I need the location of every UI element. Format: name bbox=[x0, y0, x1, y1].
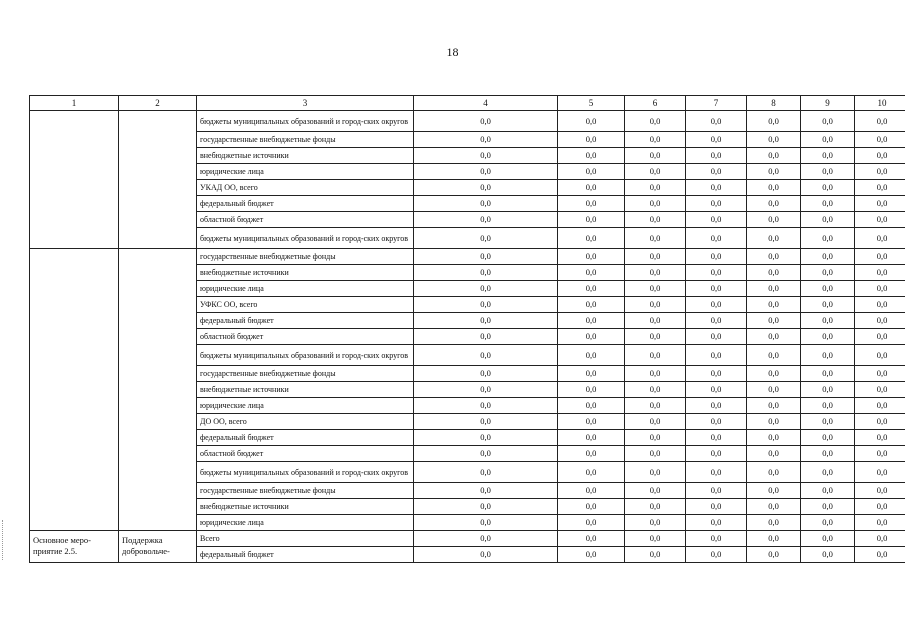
value-cell: 0,0 bbox=[801, 164, 855, 180]
value-cell: 0,0 bbox=[801, 265, 855, 281]
header-cell: 1 bbox=[30, 96, 119, 111]
funding-source-label: бюджеты муниципальных образований и город-ских округов bbox=[197, 345, 414, 366]
value-cell: 0,0 bbox=[558, 196, 625, 212]
value-cell: 0,0 bbox=[414, 430, 558, 446]
value-cell: 0,0 bbox=[855, 446, 905, 462]
value-cell: 0,0 bbox=[686, 398, 747, 414]
value-cell: 0,0 bbox=[686, 281, 747, 297]
value-cell: 0,0 bbox=[558, 430, 625, 446]
funding-source-label: областной бюджет bbox=[197, 329, 414, 345]
page-number: 18 bbox=[446, 45, 459, 59]
value-cell: 0,0 bbox=[625, 483, 686, 499]
value-cell: 0,0 bbox=[686, 297, 747, 313]
funding-source-label: УФКС ОО, всего bbox=[197, 297, 414, 313]
value-cell: 0,0 bbox=[801, 483, 855, 499]
value-cell: 0,0 bbox=[625, 366, 686, 382]
value-cell: 0,0 bbox=[747, 132, 801, 148]
funding-source-label: внебюджетные источники bbox=[197, 265, 414, 281]
header-cell: 4 bbox=[414, 96, 558, 111]
value-cell: 0,0 bbox=[414, 547, 558, 563]
funding-source-label: Всего bbox=[197, 531, 414, 547]
value-cell: 0,0 bbox=[747, 483, 801, 499]
value-cell: 0,0 bbox=[558, 132, 625, 148]
value-cell: 0,0 bbox=[855, 180, 905, 196]
value-cell: 0,0 bbox=[855, 228, 905, 249]
funding-source-label: юридические лица bbox=[197, 164, 414, 180]
value-cell: 0,0 bbox=[801, 148, 855, 164]
activity-description-cell: Поддержка добровольче- bbox=[119, 531, 197, 563]
funding-source-label: федеральный бюджет bbox=[197, 430, 414, 446]
value-cell: 0,0 bbox=[625, 132, 686, 148]
value-cell: 0,0 bbox=[855, 196, 905, 212]
value-cell: 0,0 bbox=[801, 499, 855, 515]
value-cell: 0,0 bbox=[855, 499, 905, 515]
value-cell: 0,0 bbox=[855, 366, 905, 382]
funding-source-label: УКАД ОО, всего bbox=[197, 180, 414, 196]
table-row bbox=[30, 249, 905, 265]
value-cell: 0,0 bbox=[686, 345, 747, 366]
value-cell: 0,0 bbox=[801, 297, 855, 313]
value-cell: 0,0 bbox=[801, 430, 855, 446]
value-cell: 0,0 bbox=[855, 132, 905, 148]
value-cell: 0,0 bbox=[625, 297, 686, 313]
header-row bbox=[30, 96, 905, 111]
funding-source-label: государственные внебюджетные фонды bbox=[197, 249, 414, 265]
table-row bbox=[30, 111, 905, 132]
value-cell: 0,0 bbox=[414, 281, 558, 297]
table-row bbox=[30, 531, 905, 547]
table-body bbox=[30, 111, 905, 563]
value-cell: 0,0 bbox=[558, 446, 625, 462]
value-cell: 0,0 bbox=[801, 366, 855, 382]
value-cell: 0,0 bbox=[558, 366, 625, 382]
funding-source-label: государственные внебюджетные фонды bbox=[197, 483, 414, 499]
value-cell: 0,0 bbox=[747, 531, 801, 547]
value-cell: 0,0 bbox=[558, 483, 625, 499]
value-cell: 0,0 bbox=[414, 531, 558, 547]
value-cell: 0,0 bbox=[625, 212, 686, 228]
funding-source-label: федеральный бюджет bbox=[197, 313, 414, 329]
value-cell: 0,0 bbox=[801, 345, 855, 366]
funding-source-label: государственные внебюджетные фонды bbox=[197, 366, 414, 382]
value-cell: 0,0 bbox=[801, 228, 855, 249]
value-cell: 0,0 bbox=[747, 297, 801, 313]
value-cell: 0,0 bbox=[558, 228, 625, 249]
value-cell: 0,0 bbox=[801, 249, 855, 265]
value-cell: 0,0 bbox=[855, 148, 905, 164]
activity-description-cell bbox=[119, 249, 197, 531]
funding-source-label: бюджеты муниципальных образований и город-ских округов bbox=[197, 228, 414, 249]
header-cell: 5 bbox=[558, 96, 625, 111]
value-cell: 0,0 bbox=[558, 345, 625, 366]
value-cell: 0,0 bbox=[558, 515, 625, 531]
funding-source-label: государственные внебюджетные фонды bbox=[197, 132, 414, 148]
value-cell: 0,0 bbox=[686, 180, 747, 196]
value-cell: 0,0 bbox=[686, 382, 747, 398]
header-cell: 2 bbox=[119, 96, 197, 111]
value-cell: 0,0 bbox=[625, 547, 686, 563]
funding-source-label: бюджеты муниципальных образований и город-ских округов bbox=[197, 111, 414, 132]
value-cell: 0,0 bbox=[747, 196, 801, 212]
funding-source-label: федеральный бюджет bbox=[197, 196, 414, 212]
value-cell: 0,0 bbox=[801, 398, 855, 414]
value-cell: 0,0 bbox=[414, 297, 558, 313]
value-cell: 0,0 bbox=[686, 228, 747, 249]
value-cell: 0,0 bbox=[747, 462, 801, 483]
value-cell: 0,0 bbox=[855, 547, 905, 563]
funding-source-label: внебюджетные источники bbox=[197, 148, 414, 164]
value-cell: 0,0 bbox=[414, 329, 558, 345]
header-cell: 9 bbox=[801, 96, 855, 111]
value-cell: 0,0 bbox=[747, 329, 801, 345]
value-cell: 0,0 bbox=[414, 366, 558, 382]
value-cell: 0,0 bbox=[625, 148, 686, 164]
value-cell: 0,0 bbox=[558, 111, 625, 132]
value-cell: 0,0 bbox=[747, 148, 801, 164]
value-cell: 0,0 bbox=[686, 366, 747, 382]
value-cell: 0,0 bbox=[686, 414, 747, 430]
value-cell: 0,0 bbox=[801, 547, 855, 563]
value-cell: 0,0 bbox=[801, 212, 855, 228]
value-cell: 0,0 bbox=[855, 265, 905, 281]
activity-description-cell bbox=[119, 111, 197, 249]
value-cell: 0,0 bbox=[747, 414, 801, 430]
value-cell: 0,0 bbox=[414, 499, 558, 515]
value-cell: 0,0 bbox=[625, 515, 686, 531]
value-cell: 0,0 bbox=[558, 414, 625, 430]
value-cell: 0,0 bbox=[855, 164, 905, 180]
value-cell: 0,0 bbox=[558, 281, 625, 297]
header-cell: 10 bbox=[855, 96, 905, 111]
value-cell: 0,0 bbox=[747, 499, 801, 515]
value-cell: 0,0 bbox=[801, 281, 855, 297]
value-cell: 0,0 bbox=[747, 313, 801, 329]
funding-source-label: федеральный бюджет bbox=[197, 547, 414, 563]
value-cell: 0,0 bbox=[558, 329, 625, 345]
value-cell: 0,0 bbox=[747, 515, 801, 531]
header-cell: 3 bbox=[197, 96, 414, 111]
value-cell: 0,0 bbox=[747, 111, 801, 132]
value-cell: 0,0 bbox=[625, 180, 686, 196]
value-cell: 0,0 bbox=[747, 249, 801, 265]
value-cell: 0,0 bbox=[747, 281, 801, 297]
value-cell: 0,0 bbox=[801, 329, 855, 345]
value-cell: 0,0 bbox=[625, 462, 686, 483]
value-cell: 0,0 bbox=[855, 414, 905, 430]
header-cell: 7 bbox=[686, 96, 747, 111]
value-cell: 0,0 bbox=[686, 547, 747, 563]
header-cell: 8 bbox=[747, 96, 801, 111]
value-cell: 0,0 bbox=[747, 430, 801, 446]
value-cell: 0,0 bbox=[747, 180, 801, 196]
value-cell: 0,0 bbox=[855, 212, 905, 228]
value-cell: 0,0 bbox=[414, 515, 558, 531]
value-cell: 0,0 bbox=[558, 212, 625, 228]
activity-name-cell bbox=[30, 111, 119, 249]
activity-name-cell: Основное меро-приятие 2.5. bbox=[30, 531, 119, 563]
value-cell: 0,0 bbox=[414, 111, 558, 132]
funding-source-label: юридические лица bbox=[197, 398, 414, 414]
value-cell: 0,0 bbox=[686, 212, 747, 228]
value-cell: 0,0 bbox=[625, 111, 686, 132]
value-cell: 0,0 bbox=[625, 164, 686, 180]
value-cell: 0,0 bbox=[855, 329, 905, 345]
value-cell: 0,0 bbox=[414, 228, 558, 249]
value-cell: 0,0 bbox=[855, 515, 905, 531]
value-cell: 0,0 bbox=[625, 228, 686, 249]
header-cell: 6 bbox=[625, 96, 686, 111]
value-cell: 0,0 bbox=[855, 345, 905, 366]
value-cell: 0,0 bbox=[686, 515, 747, 531]
value-cell: 0,0 bbox=[558, 398, 625, 414]
value-cell: 0,0 bbox=[558, 382, 625, 398]
value-cell: 0,0 bbox=[801, 313, 855, 329]
value-cell: 0,0 bbox=[747, 265, 801, 281]
activity-name-cell bbox=[30, 249, 119, 531]
value-cell: 0,0 bbox=[625, 265, 686, 281]
value-cell: 0,0 bbox=[855, 430, 905, 446]
value-cell: 0,0 bbox=[414, 132, 558, 148]
value-cell: 0,0 bbox=[414, 196, 558, 212]
value-cell: 0,0 bbox=[747, 366, 801, 382]
value-cell: 0,0 bbox=[414, 180, 558, 196]
value-cell: 0,0 bbox=[801, 180, 855, 196]
value-cell: 0,0 bbox=[686, 446, 747, 462]
value-cell: 0,0 bbox=[686, 132, 747, 148]
funding-source-label: ДО ОО, всего bbox=[197, 414, 414, 430]
value-cell: 0,0 bbox=[625, 313, 686, 329]
value-cell: 0,0 bbox=[686, 329, 747, 345]
value-cell: 0,0 bbox=[747, 382, 801, 398]
value-cell: 0,0 bbox=[414, 414, 558, 430]
value-cell: 0,0 bbox=[801, 196, 855, 212]
value-cell: 0,0 bbox=[801, 132, 855, 148]
value-cell: 0,0 bbox=[855, 462, 905, 483]
value-cell: 0,0 bbox=[558, 164, 625, 180]
value-cell: 0,0 bbox=[625, 414, 686, 430]
value-cell: 0,0 bbox=[625, 446, 686, 462]
value-cell: 0,0 bbox=[625, 196, 686, 212]
value-cell: 0,0 bbox=[801, 515, 855, 531]
value-cell: 0,0 bbox=[801, 414, 855, 430]
value-cell: 0,0 bbox=[558, 297, 625, 313]
value-cell: 0,0 bbox=[686, 196, 747, 212]
value-cell: 0,0 bbox=[414, 382, 558, 398]
value-cell: 0,0 bbox=[747, 398, 801, 414]
value-cell: 0,0 bbox=[625, 382, 686, 398]
value-cell: 0,0 bbox=[801, 382, 855, 398]
value-cell: 0,0 bbox=[558, 462, 625, 483]
funding-source-label: юридические лица bbox=[197, 515, 414, 531]
value-cell: 0,0 bbox=[686, 148, 747, 164]
value-cell: 0,0 bbox=[414, 265, 558, 281]
value-cell: 0,0 bbox=[747, 164, 801, 180]
value-cell: 0,0 bbox=[414, 313, 558, 329]
funding-source-label: юридические лица bbox=[197, 281, 414, 297]
scan-margin-marks bbox=[2, 520, 6, 560]
value-cell: 0,0 bbox=[625, 398, 686, 414]
value-cell: 0,0 bbox=[625, 249, 686, 265]
value-cell: 0,0 bbox=[855, 297, 905, 313]
value-cell: 0,0 bbox=[625, 499, 686, 515]
value-cell: 0,0 bbox=[625, 430, 686, 446]
value-cell: 0,0 bbox=[625, 345, 686, 366]
value-cell: 0,0 bbox=[747, 228, 801, 249]
value-cell: 0,0 bbox=[558, 265, 625, 281]
value-cell: 0,0 bbox=[686, 164, 747, 180]
value-cell: 0,0 bbox=[558, 531, 625, 547]
funding-source-label: областной бюджет bbox=[197, 446, 414, 462]
value-cell: 0,0 bbox=[686, 265, 747, 281]
value-cell: 0,0 bbox=[747, 446, 801, 462]
value-cell: 0,0 bbox=[855, 249, 905, 265]
value-cell: 0,0 bbox=[558, 180, 625, 196]
value-cell: 0,0 bbox=[686, 313, 747, 329]
value-cell: 0,0 bbox=[801, 462, 855, 483]
value-cell: 0,0 bbox=[414, 446, 558, 462]
value-cell: 0,0 bbox=[414, 462, 558, 483]
value-cell: 0,0 bbox=[625, 281, 686, 297]
value-cell: 0,0 bbox=[801, 531, 855, 547]
value-cell: 0,0 bbox=[686, 249, 747, 265]
funding-source-label: внебюджетные источники bbox=[197, 499, 414, 515]
value-cell: 0,0 bbox=[801, 446, 855, 462]
value-cell: 0,0 bbox=[855, 382, 905, 398]
value-cell: 0,0 bbox=[686, 499, 747, 515]
value-cell: 0,0 bbox=[855, 281, 905, 297]
value-cell: 0,0 bbox=[414, 398, 558, 414]
value-cell: 0,0 bbox=[558, 499, 625, 515]
value-cell: 0,0 bbox=[558, 547, 625, 563]
value-cell: 0,0 bbox=[625, 531, 686, 547]
value-cell: 0,0 bbox=[558, 148, 625, 164]
financing-table bbox=[29, 95, 905, 563]
funding-source-label: бюджеты муниципальных образований и город-ских округов bbox=[197, 462, 414, 483]
value-cell: 0,0 bbox=[686, 462, 747, 483]
value-cell: 0,0 bbox=[414, 212, 558, 228]
value-cell: 0,0 bbox=[414, 164, 558, 180]
value-cell: 0,0 bbox=[801, 111, 855, 132]
value-cell: 0,0 bbox=[855, 531, 905, 547]
value-cell: 0,0 bbox=[855, 111, 905, 132]
value-cell: 0,0 bbox=[558, 313, 625, 329]
funding-source-label: областной бюджет bbox=[197, 212, 414, 228]
value-cell: 0,0 bbox=[747, 547, 801, 563]
value-cell: 0,0 bbox=[625, 329, 686, 345]
funding-source-label: внебюджетные источники bbox=[197, 382, 414, 398]
value-cell: 0,0 bbox=[855, 398, 905, 414]
value-cell: 0,0 bbox=[747, 212, 801, 228]
value-cell: 0,0 bbox=[686, 531, 747, 547]
value-cell: 0,0 bbox=[414, 148, 558, 164]
value-cell: 0,0 bbox=[855, 483, 905, 499]
value-cell: 0,0 bbox=[414, 249, 558, 265]
value-cell: 0,0 bbox=[686, 430, 747, 446]
value-cell: 0,0 bbox=[855, 313, 905, 329]
value-cell: 0,0 bbox=[558, 249, 625, 265]
value-cell: 0,0 bbox=[747, 345, 801, 366]
value-cell: 0,0 bbox=[686, 483, 747, 499]
value-cell: 0,0 bbox=[686, 111, 747, 132]
value-cell: 0,0 bbox=[414, 345, 558, 366]
value-cell: 0,0 bbox=[414, 483, 558, 499]
